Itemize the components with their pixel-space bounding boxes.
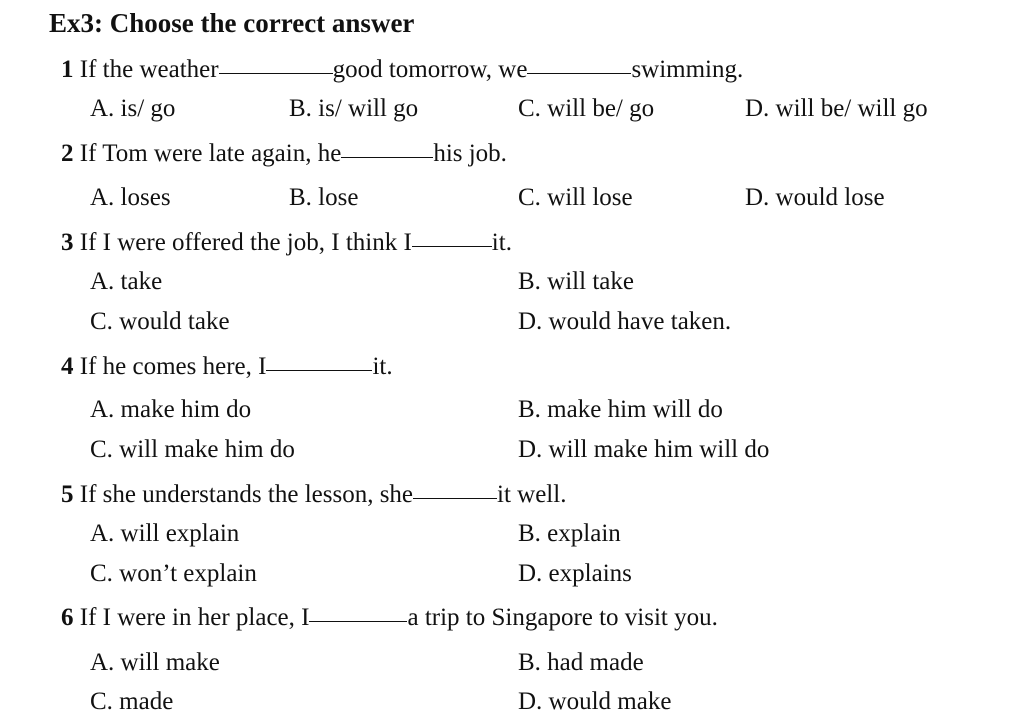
question-text-after: it. <box>372 353 393 380</box>
question-1 <box>61 56 743 84</box>
question-number: 1 <box>61 56 74 83</box>
question-3 <box>61 229 512 257</box>
option-b[interactable]: B. explain <box>518 520 621 547</box>
option-a[interactable]: A. will explain <box>90 520 240 547</box>
question-number: 4 <box>61 353 74 380</box>
option-d[interactable]: D. would lose <box>745 184 885 211</box>
option-c[interactable]: C. will be/ go <box>518 95 655 122</box>
answer-blank[interactable] <box>219 72 333 74</box>
question-2 <box>61 140 507 168</box>
option-b[interactable]: B. lose <box>289 184 359 211</box>
question-number: 6 <box>61 604 74 631</box>
option-d[interactable]: D. will be/ will go <box>745 95 928 122</box>
exercise-title: Ex3: Choose the correct answer <box>49 8 415 38</box>
question-number: 3 <box>61 229 74 256</box>
option-a[interactable]: A. take <box>90 268 163 295</box>
question-text-before: If he comes here, I <box>79 353 267 380</box>
option-d[interactable]: D. explains <box>518 560 632 587</box>
question-text-before: If I were offered the job, I think I <box>79 229 412 256</box>
question-number: 5 <box>61 481 74 508</box>
answer-blank[interactable] <box>527 72 631 74</box>
answer-blank[interactable] <box>412 245 492 247</box>
question-text-after: his job. <box>433 140 507 167</box>
question-text-middle: good tomorrow, we <box>332 56 528 83</box>
option-d[interactable]: D. would have taken. <box>518 308 732 335</box>
option-a[interactable]: A. will make <box>90 649 220 676</box>
question-text-before: If Tom were late again, he <box>79 140 342 167</box>
option-b[interactable]: B. is/ will go <box>289 95 419 122</box>
question-text-after: it well. <box>497 481 567 508</box>
question-text-before: If she understands the lesson, she <box>79 481 414 508</box>
option-c[interactable]: C. made <box>90 688 174 715</box>
question-4 <box>61 353 393 381</box>
option-c[interactable]: C. won’t explain <box>90 560 257 587</box>
option-d[interactable]: D. will make him will do <box>518 436 770 463</box>
question-text-before: If I were in her place, I <box>79 604 310 631</box>
option-c[interactable]: C. will make him do <box>90 436 295 463</box>
option-a[interactable]: A. make him do <box>90 396 252 423</box>
option-d[interactable]: D. would make <box>518 688 672 715</box>
question-number: 2 <box>61 140 74 167</box>
answer-blank[interactable] <box>341 156 433 158</box>
option-b[interactable]: B. had made <box>518 649 644 676</box>
answer-blank[interactable] <box>309 620 407 622</box>
answer-blank[interactable] <box>266 369 372 371</box>
option-c[interactable]: C. will lose <box>518 184 633 211</box>
question-text-after: it. <box>491 229 512 256</box>
option-b[interactable]: B. make him will do <box>518 396 723 423</box>
question-text-before: If the weather <box>79 56 219 83</box>
question-text-after: swimming. <box>631 56 744 83</box>
question-5 <box>61 481 566 509</box>
option-c[interactable]: C. would take <box>90 308 230 335</box>
answer-blank[interactable] <box>413 497 497 499</box>
question-text-after: a trip to Singapore to visit you. <box>407 604 718 631</box>
option-a[interactable]: A. is/ go <box>90 95 176 122</box>
option-a[interactable]: A. loses <box>90 184 171 211</box>
question-6 <box>61 604 718 632</box>
option-b[interactable]: B. will take <box>518 268 634 295</box>
